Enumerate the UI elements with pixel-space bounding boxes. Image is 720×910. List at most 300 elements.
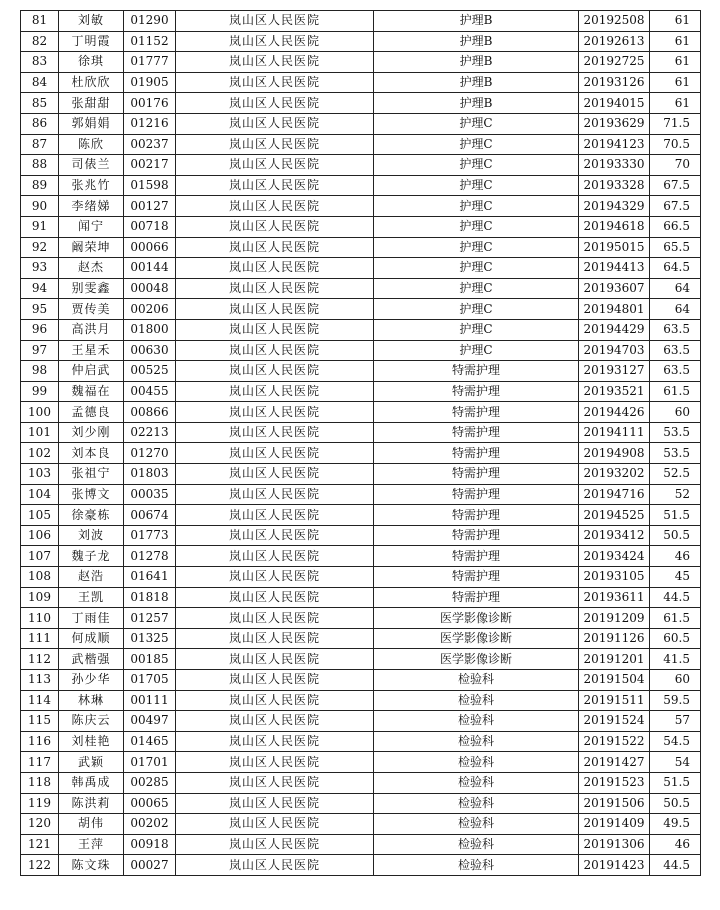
- candidate-id-cell: 00455: [124, 381, 176, 402]
- post-name-cell: 检验科: [374, 772, 579, 793]
- hospital-name-cell: 岚山区人民医院: [176, 505, 374, 526]
- score-cell: 44.5: [650, 587, 701, 608]
- candidate-name-cell: 司俵兰: [59, 155, 124, 176]
- row-number-cell: 96: [21, 319, 59, 340]
- hospital-name-cell: 岚山区人民医院: [176, 464, 374, 485]
- row-number-cell: 108: [21, 567, 59, 588]
- row-number-cell: 83: [21, 52, 59, 73]
- hospital-name-cell: 岚山区人民医院: [176, 711, 374, 732]
- candidate-id-cell: 00918: [124, 834, 176, 855]
- table-row: [21, 381, 701, 402]
- table-row: [21, 525, 701, 546]
- post-name-cell: 护理C: [374, 237, 579, 258]
- post-name-cell: 护理C: [374, 258, 579, 279]
- candidate-name-cell: 赵杰: [59, 258, 124, 279]
- candidate-id-cell: 00176: [124, 93, 176, 114]
- row-number-cell: 93: [21, 258, 59, 279]
- score-cell: 64: [650, 278, 701, 299]
- exam-number-cell: 20194429: [579, 319, 650, 340]
- score-cell: 64: [650, 299, 701, 320]
- row-number-cell: 112: [21, 649, 59, 670]
- candidate-name-cell: 孙少华: [59, 670, 124, 691]
- hospital-name-cell: 岚山区人民医院: [176, 731, 374, 752]
- row-number-cell: 100: [21, 402, 59, 423]
- row-number-cell: 102: [21, 443, 59, 464]
- table-row: [21, 155, 701, 176]
- candidate-id-cell: 00525: [124, 361, 176, 382]
- score-cell: 54.5: [650, 731, 701, 752]
- row-number-cell: 104: [21, 484, 59, 505]
- exam-number-cell: 20191306: [579, 834, 650, 855]
- score-cell: 44.5: [650, 855, 701, 876]
- score-cell: 59.5: [650, 690, 701, 711]
- candidate-id-cell: 01773: [124, 525, 176, 546]
- results-table-body: [21, 11, 701, 876]
- candidate-id-cell: 00202: [124, 814, 176, 835]
- candidate-id-cell: 01278: [124, 546, 176, 567]
- exam-number-cell: 20192725: [579, 52, 650, 73]
- exam-number-cell: 20194123: [579, 134, 650, 155]
- hospital-name-cell: 岚山区人民医院: [176, 175, 374, 196]
- row-number-cell: 85: [21, 93, 59, 114]
- candidate-name-cell: 陈庆云: [59, 711, 124, 732]
- candidate-name-cell: 武楷强: [59, 649, 124, 670]
- hospital-name-cell: 岚山区人民医院: [176, 670, 374, 691]
- row-number-cell: 110: [21, 608, 59, 629]
- table-row: [21, 752, 701, 773]
- post-name-cell: 检验科: [374, 793, 579, 814]
- exam-number-cell: 20191427: [579, 752, 650, 773]
- exam-number-cell: 20193412: [579, 525, 650, 546]
- table-row: [21, 443, 701, 464]
- hospital-name-cell: 岚山区人民医院: [176, 546, 374, 567]
- score-cell: 63.5: [650, 319, 701, 340]
- candidate-name-cell: 张甜甜: [59, 93, 124, 114]
- hospital-name-cell: 岚山区人民医院: [176, 484, 374, 505]
- candidate-id-cell: 00630: [124, 340, 176, 361]
- hospital-name-cell: 岚山区人民医院: [176, 319, 374, 340]
- candidate-name-cell: 王凯: [59, 587, 124, 608]
- candidate-name-cell: 别雯鑫: [59, 278, 124, 299]
- candidate-name-cell: 仲启武: [59, 361, 124, 382]
- score-cell: 61.5: [650, 608, 701, 629]
- hospital-name-cell: 岚山区人民医院: [176, 567, 374, 588]
- candidate-name-cell: 刘敏: [59, 11, 124, 32]
- row-number-cell: 122: [21, 855, 59, 876]
- post-name-cell: 护理C: [374, 278, 579, 299]
- row-number-cell: 121: [21, 834, 59, 855]
- table-row: [21, 731, 701, 752]
- row-number-cell: 95: [21, 299, 59, 320]
- exam-number-cell: 20194908: [579, 443, 650, 464]
- table-row: [21, 649, 701, 670]
- exam-number-cell: 20193424: [579, 546, 650, 567]
- candidate-id-cell: 01257: [124, 608, 176, 629]
- candidate-id-cell: 01598: [124, 175, 176, 196]
- post-name-cell: 检验科: [374, 814, 579, 835]
- row-number-cell: 119: [21, 793, 59, 814]
- exam-number-cell: 20191201: [579, 649, 650, 670]
- hospital-name-cell: 岚山区人民医院: [176, 381, 374, 402]
- hospital-name-cell: 岚山区人民医院: [176, 31, 374, 52]
- row-number-cell: 111: [21, 628, 59, 649]
- candidate-id-cell: 01705: [124, 670, 176, 691]
- exam-number-cell: 20191523: [579, 772, 650, 793]
- candidate-id-cell: 00027: [124, 855, 176, 876]
- score-cell: 63.5: [650, 340, 701, 361]
- candidate-id-cell: 00217: [124, 155, 176, 176]
- row-number-cell: 92: [21, 237, 59, 258]
- table-row: [21, 464, 701, 485]
- candidate-id-cell: 02213: [124, 422, 176, 443]
- exam-number-cell: 20194618: [579, 216, 650, 237]
- candidate-id-cell: 01290: [124, 11, 176, 32]
- hospital-name-cell: 岚山区人民医院: [176, 772, 374, 793]
- candidate-name-cell: 何成顺: [59, 628, 124, 649]
- candidate-name-cell: 闻宁: [59, 216, 124, 237]
- candidate-name-cell: 胡伟: [59, 814, 124, 835]
- table-row: [21, 772, 701, 793]
- row-number-cell: 87: [21, 134, 59, 155]
- exam-number-cell: 20191506: [579, 793, 650, 814]
- score-cell: 61: [650, 93, 701, 114]
- score-cell: 49.5: [650, 814, 701, 835]
- exam-number-cell: 20192613: [579, 31, 650, 52]
- candidate-name-cell: 王萍: [59, 834, 124, 855]
- candidate-name-cell: 杜欣欣: [59, 72, 124, 93]
- table-row: [21, 258, 701, 279]
- row-number-cell: 90: [21, 196, 59, 217]
- score-cell: 70: [650, 155, 701, 176]
- row-number-cell: 106: [21, 525, 59, 546]
- results-table: [20, 10, 701, 876]
- post-name-cell: 特需护理: [374, 567, 579, 588]
- hospital-name-cell: 岚山区人民医院: [176, 361, 374, 382]
- candidate-name-cell: 张祖宁: [59, 464, 124, 485]
- score-cell: 67.5: [650, 175, 701, 196]
- table-row: [21, 587, 701, 608]
- table-row: [21, 711, 701, 732]
- candidate-name-cell: 赵浩: [59, 567, 124, 588]
- exam-number-cell: 20194426: [579, 402, 650, 423]
- exam-number-cell: 20194329: [579, 196, 650, 217]
- row-number-cell: 103: [21, 464, 59, 485]
- row-number-cell: 107: [21, 546, 59, 567]
- table-row: [21, 814, 701, 835]
- score-cell: 63.5: [650, 361, 701, 382]
- candidate-name-cell: 阚荣坤: [59, 237, 124, 258]
- table-row: [21, 834, 701, 855]
- row-number-cell: 117: [21, 752, 59, 773]
- post-name-cell: 特需护理: [374, 587, 579, 608]
- table-row: [21, 11, 701, 32]
- candidate-id-cell: 01325: [124, 628, 176, 649]
- hospital-name-cell: 岚山区人民医院: [176, 52, 374, 73]
- exam-number-cell: 20192508: [579, 11, 650, 32]
- candidate-name-cell: 李绪娣: [59, 196, 124, 217]
- exam-number-cell: 20191524: [579, 711, 650, 732]
- hospital-name-cell: 岚山区人民医院: [176, 422, 374, 443]
- exam-number-cell: 20193328: [579, 175, 650, 196]
- score-cell: 61: [650, 31, 701, 52]
- score-cell: 46: [650, 546, 701, 567]
- exam-number-cell: 20191504: [579, 670, 650, 691]
- candidate-name-cell: 徐琪: [59, 52, 124, 73]
- post-name-cell: 特需护理: [374, 422, 579, 443]
- hospital-name-cell: 岚山区人民医院: [176, 608, 374, 629]
- post-name-cell: 护理C: [374, 155, 579, 176]
- hospital-name-cell: 岚山区人民医院: [176, 834, 374, 855]
- score-cell: 46: [650, 834, 701, 855]
- table-row: [21, 72, 701, 93]
- post-name-cell: 护理B: [374, 11, 579, 32]
- score-cell: 54: [650, 752, 701, 773]
- exam-number-cell: 20193611: [579, 587, 650, 608]
- candidate-id-cell: 00048: [124, 278, 176, 299]
- exam-number-cell: 20191409: [579, 814, 650, 835]
- hospital-name-cell: 岚山区人民医院: [176, 649, 374, 670]
- score-cell: 67.5: [650, 196, 701, 217]
- exam-number-cell: 20191511: [579, 690, 650, 711]
- candidate-id-cell: 00497: [124, 711, 176, 732]
- hospital-name-cell: 岚山区人民医院: [176, 443, 374, 464]
- score-cell: 53.5: [650, 422, 701, 443]
- exam-number-cell: 20191423: [579, 855, 650, 876]
- post-name-cell: 护理C: [374, 299, 579, 320]
- hospital-name-cell: 岚山区人民医院: [176, 155, 374, 176]
- post-name-cell: 医学影像诊断: [374, 608, 579, 629]
- row-number-cell: 113: [21, 670, 59, 691]
- post-name-cell: 检验科: [374, 690, 579, 711]
- candidate-id-cell: 00674: [124, 505, 176, 526]
- candidate-name-cell: 郭娟娟: [59, 113, 124, 134]
- post-name-cell: 护理B: [374, 31, 579, 52]
- table-row: [21, 608, 701, 629]
- table-row: [21, 546, 701, 567]
- candidate-id-cell: 00066: [124, 237, 176, 258]
- candidate-id-cell: 00144: [124, 258, 176, 279]
- post-name-cell: 检验科: [374, 711, 579, 732]
- post-name-cell: 护理C: [374, 216, 579, 237]
- candidate-name-cell: 丁雨佳: [59, 608, 124, 629]
- candidate-name-cell: 刘本良: [59, 443, 124, 464]
- post-name-cell: 检验科: [374, 752, 579, 773]
- candidate-id-cell: 01777: [124, 52, 176, 73]
- exam-number-cell: 20195015: [579, 237, 650, 258]
- hospital-name-cell: 岚山区人民医院: [176, 793, 374, 814]
- row-number-cell: 97: [21, 340, 59, 361]
- hospital-name-cell: 岚山区人民医院: [176, 690, 374, 711]
- hospital-name-cell: 岚山区人民医院: [176, 196, 374, 217]
- table-row: [21, 93, 701, 114]
- candidate-id-cell: 01465: [124, 731, 176, 752]
- post-name-cell: 特需护理: [374, 464, 579, 485]
- hospital-name-cell: 岚山区人民医院: [176, 814, 374, 835]
- exam-number-cell: 20194525: [579, 505, 650, 526]
- table-row: [21, 134, 701, 155]
- candidate-id-cell: 00111: [124, 690, 176, 711]
- post-name-cell: 护理C: [374, 340, 579, 361]
- score-cell: 50.5: [650, 525, 701, 546]
- table-row: [21, 422, 701, 443]
- row-number-cell: 114: [21, 690, 59, 711]
- score-cell: 60: [650, 402, 701, 423]
- post-name-cell: 特需护理: [374, 381, 579, 402]
- table-row: [21, 52, 701, 73]
- table-row: [21, 175, 701, 196]
- candidate-name-cell: 刘少刚: [59, 422, 124, 443]
- score-cell: 70.5: [650, 134, 701, 155]
- hospital-name-cell: 岚山区人民医院: [176, 11, 374, 32]
- post-name-cell: 护理B: [374, 72, 579, 93]
- score-cell: 64.5: [650, 258, 701, 279]
- row-number-cell: 109: [21, 587, 59, 608]
- exam-number-cell: 20194703: [579, 340, 650, 361]
- candidate-id-cell: 00718: [124, 216, 176, 237]
- hospital-name-cell: 岚山区人民医院: [176, 113, 374, 134]
- post-name-cell: 医学影像诊断: [374, 628, 579, 649]
- candidate-name-cell: 孟德良: [59, 402, 124, 423]
- row-number-cell: 89: [21, 175, 59, 196]
- score-cell: 66.5: [650, 216, 701, 237]
- score-cell: 52: [650, 484, 701, 505]
- row-number-cell: 105: [21, 505, 59, 526]
- candidate-id-cell: 01641: [124, 567, 176, 588]
- candidate-id-cell: 01216: [124, 113, 176, 134]
- hospital-name-cell: 岚山区人民医院: [176, 402, 374, 423]
- score-cell: 61: [650, 72, 701, 93]
- hospital-name-cell: 岚山区人民医院: [176, 72, 374, 93]
- score-cell: 61: [650, 11, 701, 32]
- row-number-cell: 99: [21, 381, 59, 402]
- exam-number-cell: 20191209: [579, 608, 650, 629]
- row-number-cell: 84: [21, 72, 59, 93]
- candidate-id-cell: 00285: [124, 772, 176, 793]
- candidate-name-cell: 贾传美: [59, 299, 124, 320]
- hospital-name-cell: 岚山区人民医院: [176, 525, 374, 546]
- score-cell: 53.5: [650, 443, 701, 464]
- post-name-cell: 特需护理: [374, 525, 579, 546]
- row-number-cell: 115: [21, 711, 59, 732]
- hospital-name-cell: 岚山区人民医院: [176, 752, 374, 773]
- table-row: [21, 216, 701, 237]
- candidate-id-cell: 00206: [124, 299, 176, 320]
- exam-number-cell: 20193202: [579, 464, 650, 485]
- exam-number-cell: 20193629: [579, 113, 650, 134]
- row-number-cell: 118: [21, 772, 59, 793]
- post-name-cell: 护理C: [374, 196, 579, 217]
- post-name-cell: 特需护理: [374, 505, 579, 526]
- post-name-cell: 护理B: [374, 52, 579, 73]
- post-name-cell: 护理C: [374, 175, 579, 196]
- candidate-id-cell: 01152: [124, 31, 176, 52]
- hospital-name-cell: 岚山区人民医院: [176, 628, 374, 649]
- post-name-cell: 护理C: [374, 113, 579, 134]
- hospital-name-cell: 岚山区人民医院: [176, 299, 374, 320]
- row-number-cell: 101: [21, 422, 59, 443]
- candidate-id-cell: 01800: [124, 319, 176, 340]
- row-number-cell: 98: [21, 361, 59, 382]
- post-name-cell: 特需护理: [374, 402, 579, 423]
- candidate-name-cell: 张博文: [59, 484, 124, 505]
- candidate-name-cell: 徐豪栋: [59, 505, 124, 526]
- exam-number-cell: 20194801: [579, 299, 650, 320]
- candidate-id-cell: 01905: [124, 72, 176, 93]
- exam-number-cell: 20194413: [579, 258, 650, 279]
- candidate-id-cell: 00237: [124, 134, 176, 155]
- table-row: [21, 628, 701, 649]
- table-row: [21, 670, 701, 691]
- candidate-name-cell: 刘波: [59, 525, 124, 546]
- table-row: [21, 793, 701, 814]
- table-row: [21, 31, 701, 52]
- score-cell: 50.5: [650, 793, 701, 814]
- score-cell: 57: [650, 711, 701, 732]
- hospital-name-cell: 岚山区人民医院: [176, 237, 374, 258]
- post-name-cell: 特需护理: [374, 443, 579, 464]
- hospital-name-cell: 岚山区人民医院: [176, 134, 374, 155]
- exam-number-cell: 20193105: [579, 567, 650, 588]
- score-cell: 61.5: [650, 381, 701, 402]
- post-name-cell: 护理C: [374, 319, 579, 340]
- candidate-name-cell: 魏福在: [59, 381, 124, 402]
- candidate-id-cell: 00866: [124, 402, 176, 423]
- post-name-cell: 检验科: [374, 834, 579, 855]
- row-number-cell: 116: [21, 731, 59, 752]
- table-row: [21, 340, 701, 361]
- hospital-name-cell: 岚山区人民医院: [176, 855, 374, 876]
- row-number-cell: 88: [21, 155, 59, 176]
- post-name-cell: 护理B: [374, 93, 579, 114]
- hospital-name-cell: 岚山区人民医院: [176, 258, 374, 279]
- table-row: [21, 113, 701, 134]
- candidate-name-cell: 陈洪莉: [59, 793, 124, 814]
- candidate-name-cell: 丁明霞: [59, 31, 124, 52]
- score-cell: 45: [650, 567, 701, 588]
- post-name-cell: 检验科: [374, 855, 579, 876]
- candidate-id-cell: 00127: [124, 196, 176, 217]
- candidate-id-cell: 00035: [124, 484, 176, 505]
- post-name-cell: 特需护理: [374, 484, 579, 505]
- score-cell: 65.5: [650, 237, 701, 258]
- table-row: [21, 402, 701, 423]
- table-row: [21, 278, 701, 299]
- exam-number-cell: 20194111: [579, 422, 650, 443]
- exam-number-cell: 20193126: [579, 72, 650, 93]
- candidate-name-cell: 林琳: [59, 690, 124, 711]
- candidate-id-cell: 00065: [124, 793, 176, 814]
- exam-number-cell: 20191522: [579, 731, 650, 752]
- hospital-name-cell: 岚山区人民医院: [176, 587, 374, 608]
- row-number-cell: 94: [21, 278, 59, 299]
- row-number-cell: 81: [21, 11, 59, 32]
- table-row: [21, 361, 701, 382]
- score-cell: 60: [650, 670, 701, 691]
- table-row: [21, 237, 701, 258]
- score-cell: 61: [650, 52, 701, 73]
- post-name-cell: 特需护理: [374, 361, 579, 382]
- score-cell: 51.5: [650, 505, 701, 526]
- table-row: [21, 196, 701, 217]
- candidate-name-cell: 陈文珠: [59, 855, 124, 876]
- row-number-cell: 82: [21, 31, 59, 52]
- candidate-name-cell: 魏子龙: [59, 546, 124, 567]
- exam-number-cell: 20194015: [579, 93, 650, 114]
- hospital-name-cell: 岚山区人民医院: [176, 216, 374, 237]
- exam-number-cell: 20193330: [579, 155, 650, 176]
- candidate-id-cell: 01803: [124, 464, 176, 485]
- post-name-cell: 医学影像诊断: [374, 649, 579, 670]
